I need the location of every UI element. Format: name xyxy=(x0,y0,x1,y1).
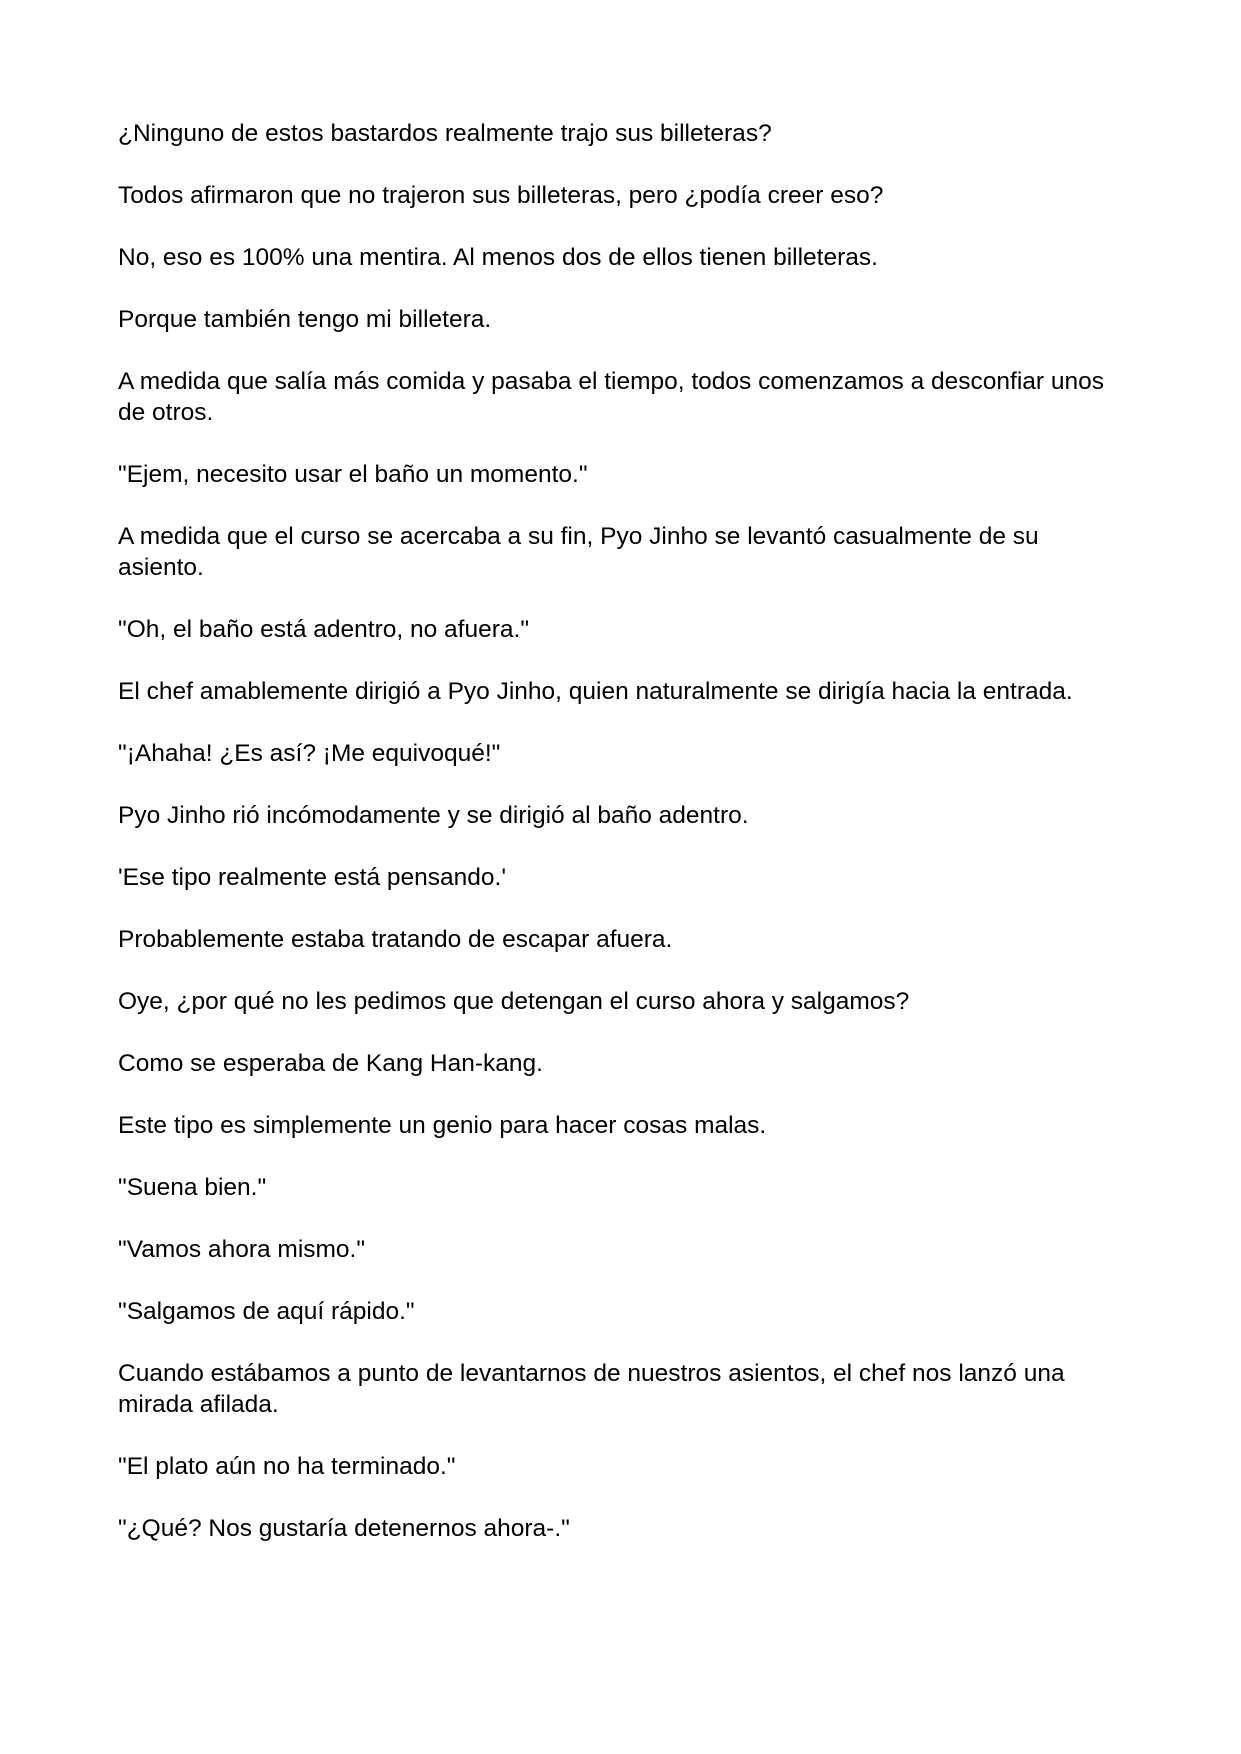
paragraph: Este tipo es simplemente un genio para hacer cosas malas. xyxy=(118,1112,767,1139)
paragraph: "¿Qué? Nos gustaría detenernos ahora-." xyxy=(118,1515,570,1542)
paragraph: Todos afirmaron que no trajeron sus billeteras, pero ¿podía creer eso? xyxy=(118,182,884,209)
paragraph: "Oh, el baño está adentro, no afuera." xyxy=(118,616,530,643)
paragraph: "Ejem, necesito usar el baño un momento." xyxy=(118,461,588,488)
paragraph: Como se esperaba de Kang Han-kang. xyxy=(118,1050,543,1077)
paragraph: Porque también tengo mi billetera. xyxy=(118,306,492,333)
paragraph: "Salgamos de aquí rápido." xyxy=(118,1298,415,1325)
text-body xyxy=(118,118,1128,1575)
paragraph: No, eso es 100% una mentira. Al menos dos de ellos tienen billeteras. xyxy=(118,244,878,271)
paragraph: "El plato aún no ha terminado." xyxy=(118,1453,456,1480)
paragraph: A medida que el curso se acercaba a su fin, Pyo Jinho se levantó casualmente de su asiento. xyxy=(118,523,1039,581)
paragraph: El chef amablemente dirigió a Pyo Jinho, quien naturalmente se dirigía hacia la entrada. xyxy=(118,678,1073,705)
paragraph: ¿Ninguno de estos bastardos realmente trajo sus billeteras? xyxy=(118,120,772,147)
paragraph: Probablemente estaba tratando de escapar afuera. xyxy=(118,926,673,953)
paragraph: "Vamos ahora mismo." xyxy=(118,1236,366,1263)
paragraph: Cuando estábamos a punto de levantarnos de nuestros asientos, el chef nos lanzó una mirada afilada. xyxy=(118,1360,1065,1418)
paragraph: Oye, ¿por qué no les pedimos que detengan el curso ahora y salgamos? xyxy=(118,988,910,1015)
paragraph: "¡Ahaha! ¿Es así? ¡Me equivoqué!" xyxy=(118,740,501,767)
paragraph: A medida que salía más comida y pasaba el tiempo, todos comenzamos a desconfiar unos de otros. xyxy=(118,368,1104,426)
paragraph: "Suena bien." xyxy=(118,1174,267,1201)
paragraph: Pyo Jinho rió incómodamente y se dirigió al baño adentro. xyxy=(118,802,749,829)
paragraph: 'Ese tipo realmente está pensando.' xyxy=(118,864,506,891)
